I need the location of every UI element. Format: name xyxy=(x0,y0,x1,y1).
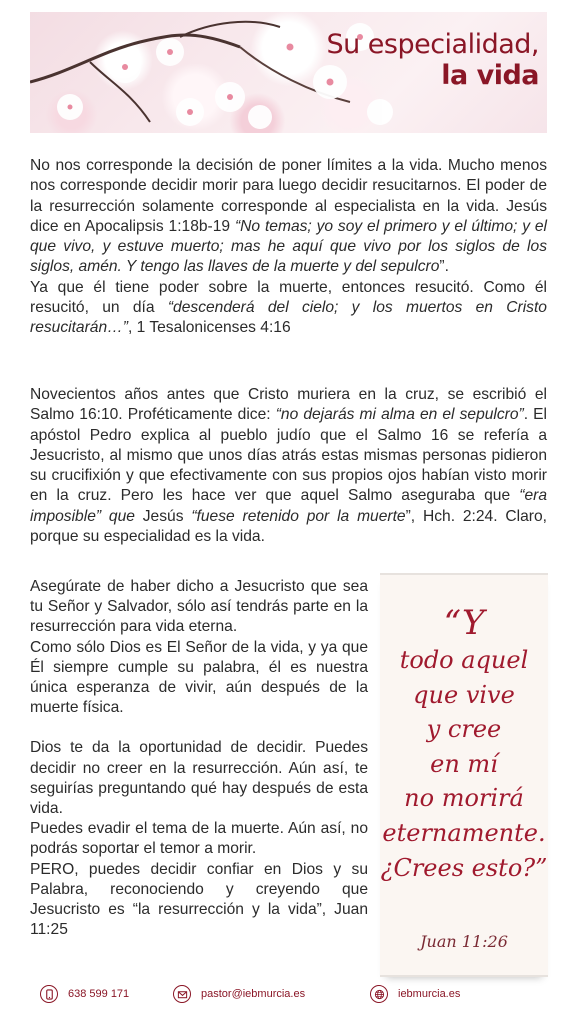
quote-line: que vive xyxy=(413,680,515,709)
text: Jesús xyxy=(134,507,192,525)
quote-line: “Y xyxy=(443,603,485,643)
quote-line: ¿Crees esto?” xyxy=(380,853,548,882)
text: Novecientos años antes que Cristo muriera en la cruz, se escribió el Salmo 16:10. Proféticamente dice: xyxy=(30,386,547,424)
website-link[interactable] xyxy=(370,984,460,1004)
quote-text: “descenderá del cielo; y los muertos en Cristo resucitarán…” xyxy=(30,299,547,337)
phone-number: 638 599 171 xyxy=(68,988,130,1000)
quote-line: eternamente. xyxy=(382,818,546,847)
globe-icon xyxy=(370,985,388,1003)
paragraph: Dios te da la oportunidad de decidir. Puedes decidir no creer en la resurrección. Aún así, te seguirías preguntando qué hay después de esta vida. xyxy=(30,739,368,818)
quote-line: y cree xyxy=(426,715,502,744)
title-line-2: la vida xyxy=(441,60,539,91)
paragraph: PERO, puedes decidir confiar en Dios y su Palabra, reconociendo y creyendo que Jesucristo es “la resurrección y la vida”, Juan 11:25 xyxy=(30,860,368,939)
quote-line: todo aquel xyxy=(399,646,529,674)
footer-contact xyxy=(0,980,576,1010)
bible-quote-box xyxy=(380,573,548,977)
paragraph-2 xyxy=(30,385,547,547)
text: ”. xyxy=(439,258,449,276)
quote-line: en mí xyxy=(430,749,498,778)
left-column xyxy=(30,577,368,940)
envelope-icon xyxy=(173,985,191,1003)
website-url: iebmurcia.es xyxy=(398,988,461,1000)
quote-text: “No temas; yo soy el primero y el último; y el que vivo, y estuve muerto; mas he aquí que vivo por los siglos de los siglos, amén. Y tengo las llaves de la muerte y del sepulcro xyxy=(30,217,547,276)
header-title xyxy=(326,30,539,92)
paragraph: Puedes evadir el tema de la muerte. Aún así, no podrás soportar el temor a morir. xyxy=(30,820,368,858)
quote-line: no morirá xyxy=(404,784,524,813)
paragraph: Como sólo Dios es El Señor de la vida, y ya que Él siempre cumple su palabra, él es nuestra única esperanza de vivir, aún después de la muerte física. xyxy=(30,638,368,717)
text: . El apóstol Pedro explica al pueblo judío que el Salmo 16 se refería a Jesucristo, al mismo que unos días atrás estas mismas personas pidieron su crucifixión y que efectivamente con sus propios ojos habían visto morir en la cruz. Pero les hace ver que aquel Salmo aseguraba que xyxy=(30,406,548,505)
phone-contact[interactable] xyxy=(40,984,129,1004)
quote-text: “no dejarás mi alma en el sepulcro” xyxy=(275,406,524,424)
quote-text: “fuese retenido por la muerte xyxy=(191,507,406,525)
phone-icon xyxy=(40,985,58,1003)
text: ”, Hch. 2:24. Claro, porque su especialidad es la vida. xyxy=(30,507,547,546)
email-address: pastor@iebmurcia.es xyxy=(201,988,306,1000)
text: , 1 Tesalonicenses 4:16 xyxy=(127,319,291,337)
quote-reference: Juan 11:26 xyxy=(420,932,508,951)
paragraph: Asegúrate de haber dicho a Jesucristo que sea tu Señor y Salvador, sólo así tendrás parte en la resurrección para vida eterna. xyxy=(30,578,368,636)
quote-lines xyxy=(380,603,548,885)
email-contact[interactable] xyxy=(173,984,305,1004)
paragraph-1 xyxy=(30,156,547,339)
text: Ya que él tiene poder sobre la muerte, entonces resucitó. Como él resucitó, un día xyxy=(30,278,547,317)
header-banner xyxy=(30,12,547,133)
quote-text: “era imposible” que xyxy=(30,487,547,525)
text: No nos corresponde la decisión de poner límites a la vida. Mucho menos nos corresponde decidir morir para luego decidir resucitarnos. El poder de la resurrección solamente corresponde al especialista en la vida. Jesús dice en Apocalipsis 1:18b-19 xyxy=(30,157,547,235)
title-line-1: Su especialidad, xyxy=(326,29,539,60)
